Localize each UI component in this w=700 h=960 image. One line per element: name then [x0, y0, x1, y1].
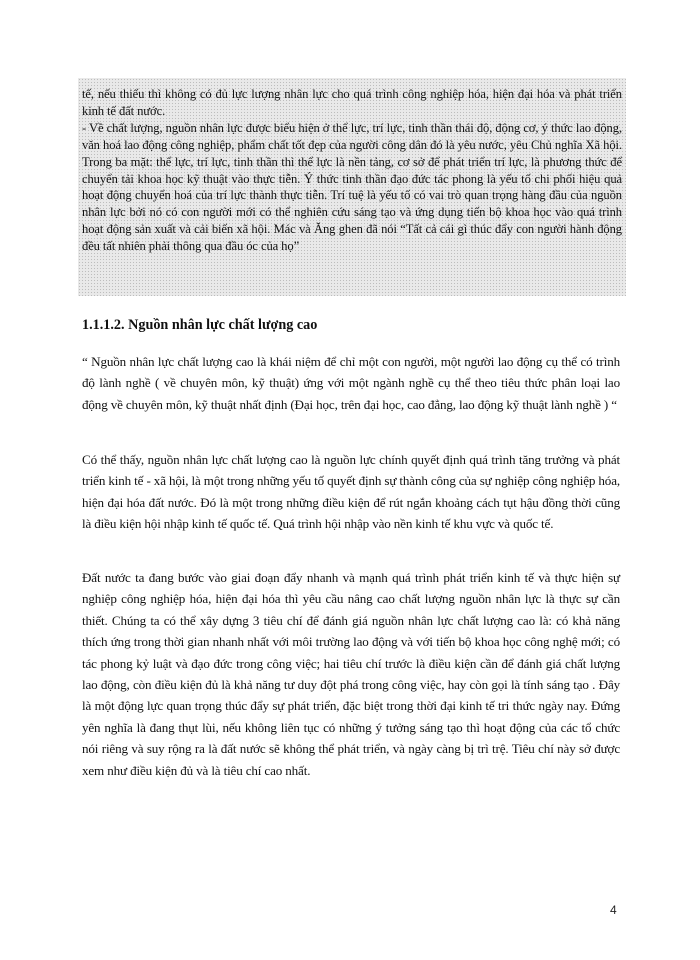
shaded-paragraph-quality: - Về chất lượng, nguồn nhân lực được biểu hiện ở thể lực, trí lực, tinh thần thái độ, động cơ, ý thức lao động, văn hoá lao động công nghiệp, phẩm chất tốt đẹp của người công dân đó là yêu nước, yêu Chủ nghĩa Xã hội. Trong ba mặt: thể lực, trí lực, tinh thần thì thể lực là nền tảng, cơ sở để phát triển trí lực, là phương thức để chuyển tải khoa học kỹ thuật vào thực tiễn. Ý thức tinh thần đạo đức tác phong là yếu tố chi phối hiệu quả hoạt động chuyển hoá của trí lực thành thực tiễn. Trí tuệ là yếu tố có vai trò quan trọng hàng đầu của nguồn nhân lực bởi nó có con người mới có thể nghiên cứu sáng tạo và ứng dụng tiến bộ khoa học vào quá trình hoạt động sản xuất và cải biến xã hội. Mác và Ăng ghen đã nói “Tất cả cái gì thúc đẩy con người hành động đều tất nhiên phải thông qua đầu óc của họ” [82, 120, 622, 254]
criteria-paragraph: Đất nước ta đang bước vào giai đoạn đẩy nhanh và mạnh quá trình phát triển kinh tế và thực hiện sự nghiệp công nghiệp hóa, hiện đại hóa thì yêu cầu nâng cao chất lượng nguồn nhân lực là thực sự cần thiết. Chúng ta có thể xây dựng 3 tiêu chí để đánh giá nguồn nhân lực chất lượng cao là: có khả năng thích ứng trong thời gian nhanh nhất với môi trường lao động và với tiến bộ khoa học công nghệ mới; có tác phong kỷ luật và đạo đức trong công việc; hai tiêu chí trước là điều kiện cần để đánh giá chất lượng lao động, còn điều kiện đủ là khả năng tư duy đột phá trong công việc, hay còn gọi là tính sáng tạo . Đây là một động lực quan trọng thúc đẩy sự phát triển, đặc biệt trong thời đại kinh tế tri thức ngày nay. Đứng yên nghĩa là đang thụt lùi, nếu không liên tục có những ý tưởng sáng tạo thì hoạt động của các tổ chức nói riêng và suy rộng ra là đất nước sẽ không thể phát triển, và ngày càng bị trì trệ. Tiêu chí này sở được xem như điều kiện đủ và là tiêu chí cao nhất. [82, 570, 620, 778]
importance-paragraph: Có thể thấy, nguồn nhân lực chất lượng cao là nguồn lực chính quyết định quá trình tăng trưởng và phát triển kinh tế - xã hội, là một trong những yếu tố quyết định sự thành công của sự nghiệp công nghiệp hóa, hiện đại hóa đất nước. Đó là một trong những điều kiện để rút ngắn khoảng cách tụt hậu đồng thời cũng là điều kiện hội nhập kinh tế quốc tế. Quá trình hội nhập vào nền kinh tế khu vực và quốc tế. [82, 452, 620, 532]
definition-paragraph: “ Nguồn nhân lực chất lượng cao là khái niệm để chỉ một con người, một người lao động cụ thể có trình độ lành nghề ( về chuyên môn, kỹ thuật) ứng với một ngành nghề cụ thể theo tiêu thức phân loại lao động về chuyên môn, kỹ thuật nhất định (Đại học, trên đại học, cao đẳng, lao động kỹ thuật lành nghề ) “ [82, 354, 620, 412]
shaded-text-block [78, 78, 626, 296]
page-number: 4 [610, 903, 617, 917]
section-heading: 1.1.1.2. Nguồn nhân lực chất lượng cao [82, 317, 318, 333]
shaded-paragraph-continuation: tế, nếu thiếu thì không có đủ lực lượng nhân lực cho quá trình công nghiệp hóa, hiện đại hóa và phát triển kinh tế đất nước. [82, 87, 622, 118]
